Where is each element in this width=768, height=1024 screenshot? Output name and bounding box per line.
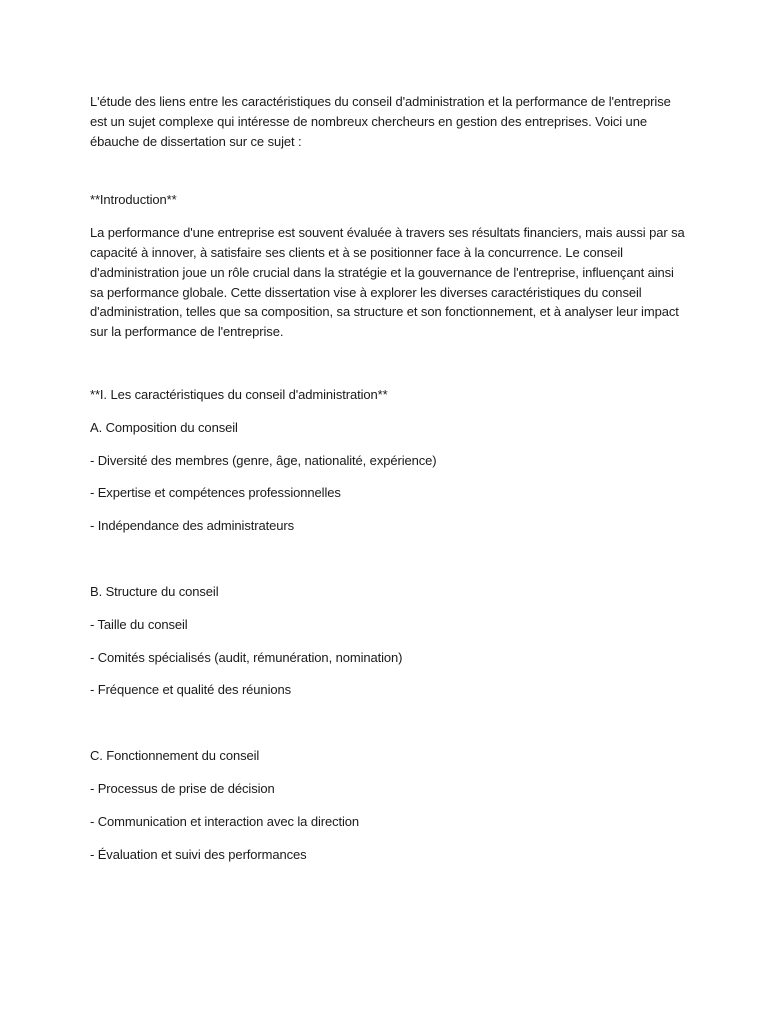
introduction-paragraph: La performance d'une entreprise est souvent évaluée à travers ses résultats financiers, mais aussi par sa capacité à innover, à satisfaire ses clients et à se positionner face à la concurrence. Le conseil d'administration joue un rôle crucial dans la stratégie et la gouvernance de l'entreprise, influençant ainsi sa performance globale. Cette dissertation vise à explorer les diverses caractéristiques du conseil d'administration, telles que sa composition, sa structure et son fonctionnement, et à analyser leur impact sur la performance de l'entreprise. <box>90 225 685 340</box>
list-item: - Fréquence et qualité des réunions <box>90 682 292 698</box>
list-item: - Comités spécialisés (audit, rémunération, nomination) <box>90 649 403 665</box>
subsection-heading-structure: B. Structure du conseil <box>90 583 219 599</box>
intro-paragraph: L'étude des liens entre les caractéristiques du conseil d'administration et la performance de l'entreprise est un sujet complexe qui intéresse de nombreux chercheurs en gestion des entreprises. Voici une ébauche de dissertation sur ce sujet : <box>90 94 671 149</box>
document-body <box>90 92 690 864</box>
section-heading: **I. Les caractéristiques du conseil d'administration** <box>90 386 388 402</box>
list-item: - Évaluation et suivi des performances <box>90 846 307 862</box>
introduction-heading: **Introduction** <box>90 192 177 208</box>
list-item: - Processus de prise de décision <box>90 780 275 796</box>
subsection-heading-fonctionnement: C. Fonctionnement du conseil <box>90 748 260 764</box>
list-item: - Expertise et compétences professionnelles <box>90 485 341 501</box>
list-item: - Indépendance des administrateurs <box>90 518 295 534</box>
list-item: - Communication et interaction avec la direction <box>90 813 360 829</box>
subsection-heading-composition: A. Composition du conseil <box>90 419 238 435</box>
list-item: - Diversité des membres (genre, âge, nationalité, expérience) <box>90 452 437 468</box>
list-item: - Taille du conseil <box>90 616 188 632</box>
